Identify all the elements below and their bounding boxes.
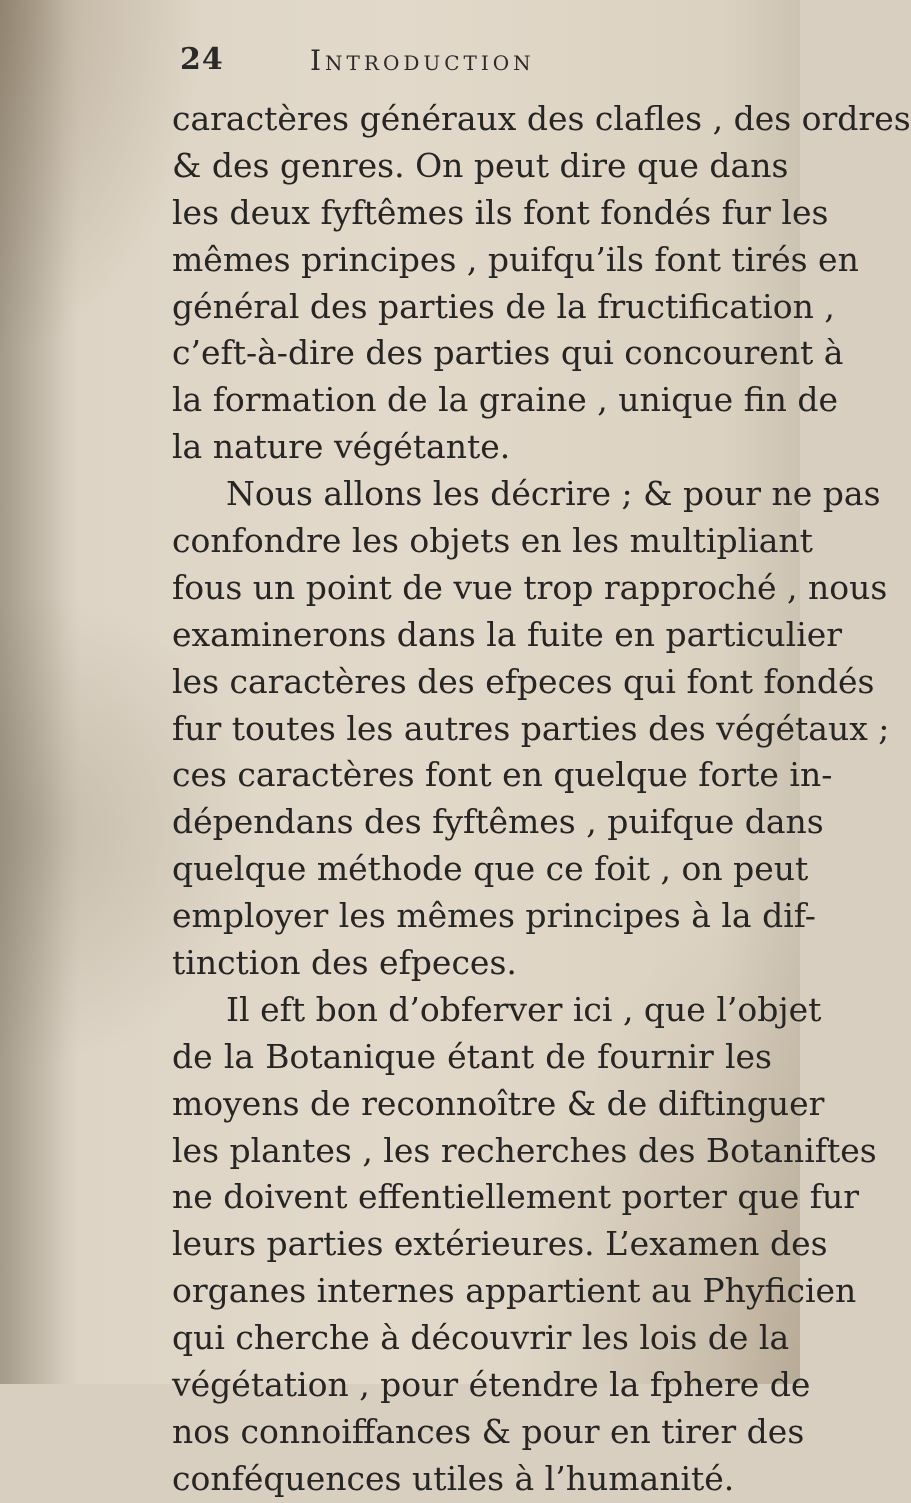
text-line: ne doivent effentiellement porter que fur	[172, 1177, 860, 1217]
text-line: la nature végétante.	[172, 427, 511, 467]
text-line: végétation , pour étendre la fphere de	[172, 1365, 811, 1405]
text-line: leurs parties extérieures. L’examen des	[172, 1224, 828, 1264]
text-line: tinction des efpeces.	[172, 943, 517, 983]
text-line: de la Botanique étant de fournir les	[172, 1036, 772, 1076]
text-line: moyens de reconnoître & de diftinguer	[172, 1083, 825, 1123]
body-text	[172, 96, 911, 1503]
text-line: général des parties de la fructification ,	[172, 286, 835, 326]
text-line: dépendans des fyftêmes , puifque dans	[172, 802, 824, 842]
text-line: les plantes , les recherches des Botaniftes	[172, 1130, 877, 1170]
text-line: Nous allons les décrire ; & pour ne pas	[226, 474, 881, 514]
page-number: 24	[180, 42, 224, 77]
text-line: fous un point de vue trop rapproché , nous	[172, 567, 888, 607]
text-line: quelque méthode que ce foit , on peut	[172, 849, 809, 889]
running-title: Introduction	[310, 44, 535, 77]
text-line: la formation de la graine , unique fin de	[172, 380, 839, 420]
text-line: c’eft-à-dire des parties qui concourent à	[172, 333, 844, 373]
text-line: les deux fyftêmes ils font fondés fur les	[172, 192, 829, 232]
text-line: & des genres. On peut dire que dans	[172, 145, 789, 185]
text-line: les caractères des efpeces qui font fondés	[172, 661, 875, 701]
text-line: Il eft bon d’obferver ici , que l’objet	[226, 989, 822, 1029]
text-line: conféquences utiles à l’humanité.	[172, 1458, 735, 1498]
page-header	[180, 42, 740, 86]
page-gutter-shadow	[0, 0, 80, 1384]
text-line: fur toutes les autres parties des végétaux ;	[172, 708, 890, 748]
text-line: mêmes principes , puifqu’ils font tirés en	[172, 239, 859, 279]
text-line: employer les mêmes principes à la dif-	[172, 896, 816, 936]
text-line: ces caractères font en quelque forte in-	[172, 755, 833, 795]
text-line: confondre les objets en les multipliant	[172, 521, 813, 561]
text-line: examinerons dans la fuite en particulier	[172, 614, 843, 654]
text-line: qui cherche à découvrir les lois de la	[172, 1318, 790, 1358]
text-line: nos connoiffances & pour en tirer des	[172, 1411, 805, 1451]
text-line: caractères généraux des clafles , des ordres	[172, 99, 911, 138]
text-line: organes internes appartient au Phyficien	[172, 1271, 857, 1311]
